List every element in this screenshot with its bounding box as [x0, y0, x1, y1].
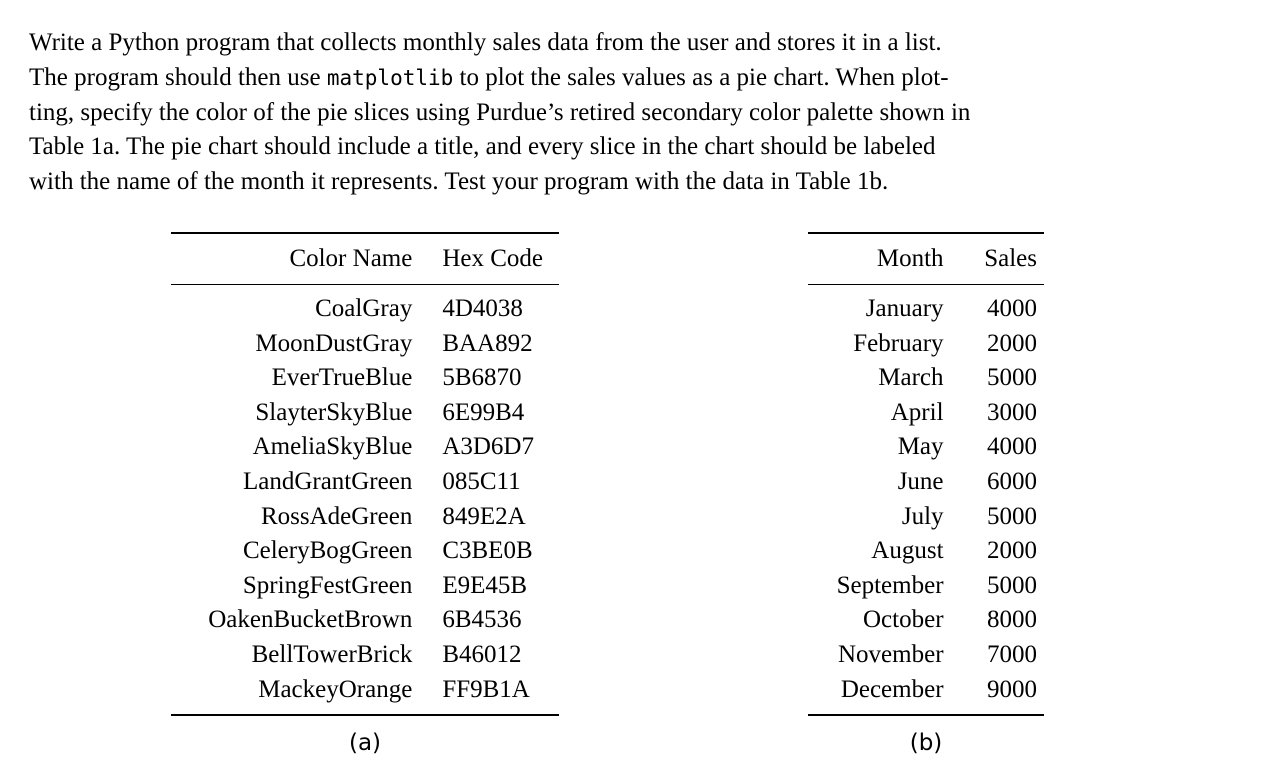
month: March [878, 364, 944, 392]
header-month: Month [876, 245, 944, 272]
table-row [171, 361, 559, 396]
hex-code: A3D6D7 [442, 433, 534, 461]
color-name: MoonDustGray [255, 329, 413, 357]
month: June [897, 467, 944, 495]
hex-code: FF9B1A [442, 675, 530, 703]
table-row [808, 430, 1044, 465]
problem-statement [29, 26, 1154, 200]
color-name: LandGrantGreen [242, 467, 413, 495]
table-row [808, 638, 1044, 673]
sales: 4000 [987, 433, 1037, 461]
table-row [808, 361, 1044, 396]
hex-code: BAA892 [442, 329, 533, 357]
month: April [890, 398, 944, 426]
table-row [171, 285, 559, 327]
month: August [871, 537, 944, 565]
table-row [171, 465, 559, 500]
sales: 2000 [987, 329, 1037, 357]
hex-code: E9E45B [442, 571, 528, 599]
color-name: EverTrueBlue [271, 364, 413, 392]
month: December [840, 675, 944, 703]
table-row [171, 673, 559, 716]
monthly-sales-table [808, 232, 1044, 716]
table-row [171, 500, 559, 535]
table-row [808, 285, 1044, 327]
hex-code: B46012 [442, 640, 522, 668]
table-row [171, 534, 559, 569]
sales: 5000 [987, 502, 1037, 530]
hex-code: 5B6870 [442, 364, 522, 392]
table-a-caption: (a) [348, 730, 382, 756]
header-color-name: Color Name [289, 245, 413, 272]
header-hex-code: Hex Code [442, 245, 543, 272]
color-name: SpringFestGreen [242, 571, 413, 599]
hex-code: 6E99B4 [442, 398, 525, 426]
table-row [808, 603, 1044, 638]
color-name: SlayterSkyBlue [255, 398, 413, 426]
color-name: MackeyOrange [258, 675, 413, 703]
table-row [171, 638, 559, 673]
color-name: OakenBucketBrown [208, 606, 413, 634]
problem-line-3: ting, specify the color of the pie slices using Purdue’s retired secondary color palette shown in [29, 98, 971, 126]
color-name: AmeliaSkyBlue [252, 433, 413, 461]
month: January [865, 295, 944, 322]
table-row [808, 396, 1044, 431]
table-row [171, 569, 559, 604]
header-sales: Sales [984, 245, 1037, 272]
problem-line-2-start: The program should then use [29, 63, 327, 91]
table-row [808, 534, 1044, 569]
problem-line-2 [29, 61, 1154, 96]
month: November [838, 640, 944, 668]
color-name: CeleryBogGreen [242, 537, 413, 565]
month: September [836, 571, 944, 599]
table-row [808, 327, 1044, 362]
hex-code: C3BE0B [442, 537, 533, 565]
problem-line-2-end: to plot the sales values as a pie chart. When plot- [453, 63, 949, 91]
problem-line-1: Write a Python program that collects monthly sales data from the user and stores it in a list. [29, 29, 942, 56]
sales: 3000 [987, 398, 1037, 426]
table-row [171, 327, 559, 362]
code-matplotlib: matplotlib [326, 65, 454, 90]
table-row [808, 673, 1044, 716]
table-row [171, 603, 559, 638]
month: February [853, 329, 944, 357]
sales: 4000 [987, 295, 1037, 322]
sales: 5000 [987, 364, 1037, 392]
table-header-row [171, 233, 559, 285]
sales: 2000 [987, 537, 1037, 565]
table-row [171, 430, 559, 465]
table-row [808, 465, 1044, 500]
sales: 6000 [987, 467, 1037, 495]
color-palette-table [171, 232, 559, 716]
color-name: BellTowerBrick [251, 640, 413, 668]
hex-code: 4D4038 [442, 295, 523, 322]
month: July [901, 502, 944, 530]
table-row [171, 396, 559, 431]
hex-code: 6B4536 [442, 606, 522, 634]
table-row [808, 569, 1044, 604]
color-name: CoalGray [315, 295, 413, 322]
problem-line-4: Table 1a. The pie chart should include a title, and every slice in the chart should be labeled [29, 133, 936, 161]
hex-code: 085C11 [442, 467, 521, 495]
table-header-row [808, 233, 1044, 285]
table-row [808, 500, 1044, 535]
hex-code: 849E2A [442, 502, 526, 530]
sales: 8000 [987, 606, 1037, 634]
month: May [897, 433, 944, 461]
month: October [863, 606, 944, 634]
sales: 7000 [987, 640, 1037, 668]
sales: 9000 [987, 675, 1037, 703]
table-b-caption: (b) [909, 730, 943, 756]
problem-line-5: with the name of the month it represents. Test your program with the data in Table 1b. [29, 168, 889, 196]
sales: 5000 [987, 571, 1037, 599]
color-name: RossAdeGreen [260, 502, 413, 530]
